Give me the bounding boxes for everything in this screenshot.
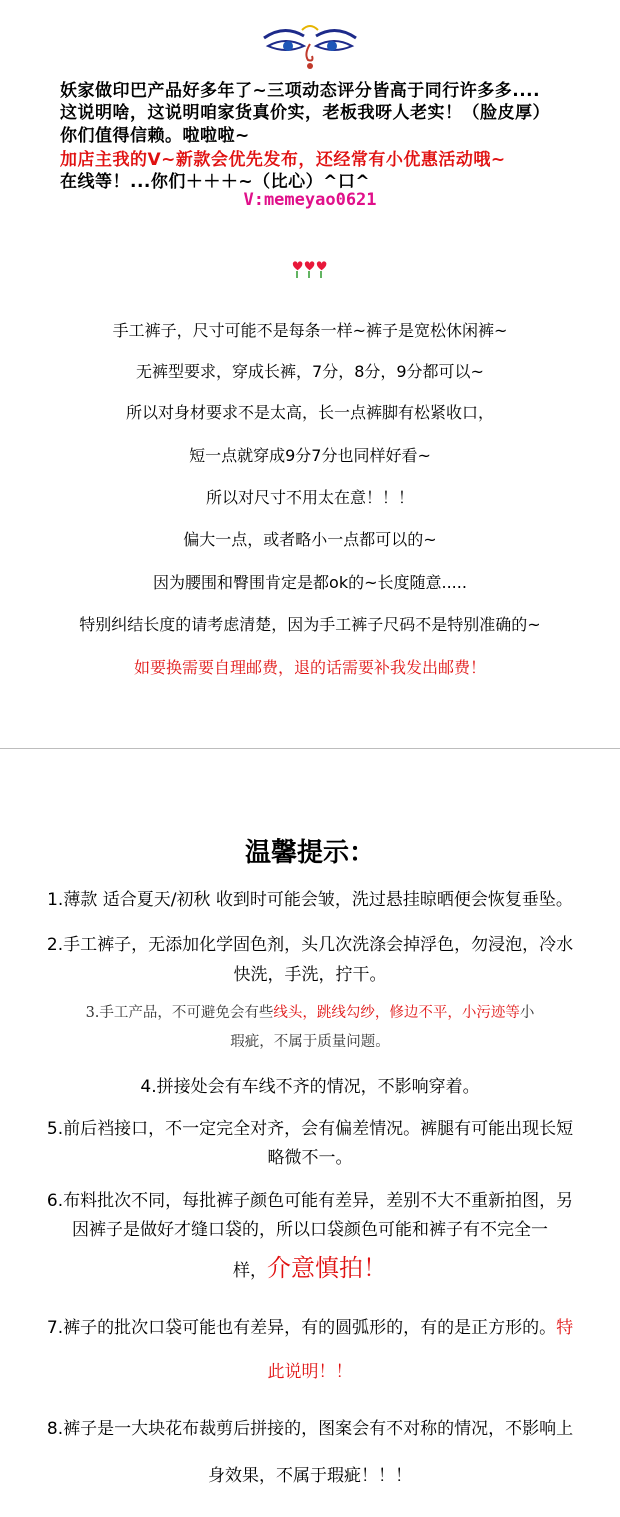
tip-2-line-1: 2.手工裤子，无添加化学固色剂，头几次洗涤会掉浮色，勿浸泡，冷水: [46, 935, 574, 955]
divider: [0, 748, 620, 749]
header-line-1: 妖家做印巴产品好多年了~三项动态评分皆高于同行许多多....: [60, 81, 541, 101]
tip-8-line-2: 身效果，不属于瑕疵！！！: [208, 1466, 412, 1486]
size-note-8: 特别纠结长度的请考虑清楚，因为手工裤子尺码不是特别准确的~: [79, 615, 541, 634]
return-note: 如要换需要自理邮费，退的话需要补我发出邮费！: [133, 658, 486, 677]
hearts-flowers-icon: [292, 259, 332, 279]
size-note-2: 无裤型要求，穿成长裤，7分，8分，9分都可以~: [136, 362, 484, 381]
size-note-1: 手工裤子，尺寸可能不是每条一样~裤子是宽松休闲裤~: [112, 321, 508, 340]
tip-5-line-1: 5.前后裆接口，不一定完全对齐，会有偏差情况。裤腿有可能出现长短: [46, 1119, 574, 1139]
size-note-3: 所以对身材要求不是太高，长一点裤脚有松紧收口，: [125, 403, 494, 422]
tip-7-line-1: 7.裤子的批次口袋可能也有差异，有的圆弧形的，有的是正方形的。特: [46, 1318, 574, 1338]
header-line-4: 加店主我的V~新款会优先发布，还经常有小优惠活动哦~: [60, 150, 506, 170]
size-note-5: 所以对尺寸不用太在意！！！: [205, 488, 414, 507]
size-note-7: 因为腰围和臀围肯定是都ok的~长度随意.....: [153, 573, 467, 592]
tip-3-line-2: 瑕疵，不属于质量问题。: [230, 1034, 390, 1050]
wechat-id: V:memeyao0621: [243, 190, 377, 210]
tip-2-line-2: 快洗，手洗，拧干。: [233, 965, 387, 985]
tips-title: 温馨提示：: [244, 838, 375, 868]
size-note-6: 偏大一点，或者略小一点都可以的~: [183, 530, 437, 549]
header-line-5: 在线等！...你们＋＋＋~（比心）^口^: [60, 172, 371, 192]
tip-6-line-1: 6.布料批次不同，每批裤子颜色可能有差异，差别不大不重新拍图，另: [46, 1191, 574, 1211]
tip-6-line-3: 样，介意慎拍！: [233, 1254, 387, 1282]
tip-8-line-1: 8.裤子是一大块花布裁剪后拼接的，图案会有不对称的情况，不影响上: [46, 1419, 574, 1439]
tip-1: 1.薄款 适合夏天/初秋 收到时可能会皱，洗过悬挂晾晒便会恢复垂坠。: [47, 890, 573, 910]
header-line-3: 你们值得信赖。啦啦啦~: [60, 126, 250, 146]
size-note-4: 短一点就穿成9分7分也同样好看~: [189, 446, 431, 465]
tip-7-line-2: 此说明！！: [267, 1362, 353, 1382]
buddha-eyes-icon: [258, 20, 362, 72]
tip-3-line-1: 3.手工产品，不可避免会有些线头，跳线勾纱，修边不平，小污迹等小: [85, 1005, 535, 1021]
tip-4: 4.拼接处会有车线不齐的情况，不影响穿着。: [140, 1077, 480, 1097]
header-line-2: 这说明啥，这说明咱家货真价实，老板我呀人老实！（脸皮厚）: [60, 103, 550, 123]
tip-5-line-2: 略微不一。: [267, 1148, 353, 1168]
tip-6-line-2: 因裤子是做好才缝口袋的，所以口袋颜色可能和裤子有不完全一: [72, 1220, 548, 1240]
